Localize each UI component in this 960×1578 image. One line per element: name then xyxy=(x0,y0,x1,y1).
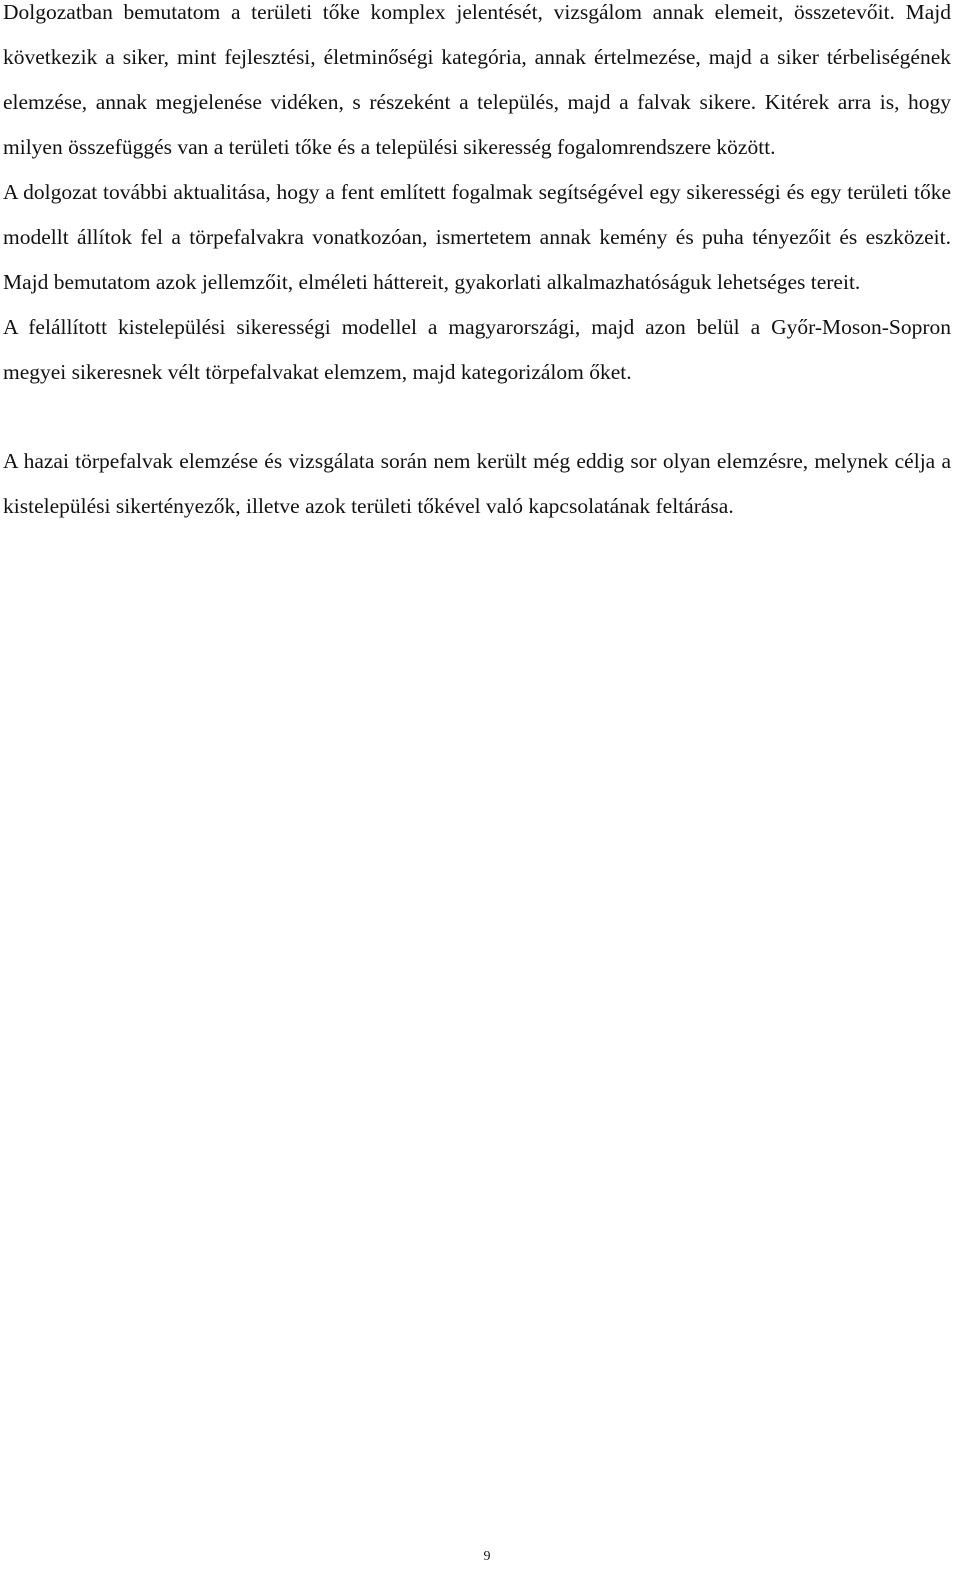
paragraph-intro: Dolgozatban bemutatom a területi tőke komplex jelentését, vizsgálom annak elemeit, összetevőit. Majd következik a siker, mint fejlesztési, életminőségi kategória, annak értelmezése, majd a siker térbeliségének elemzése, annak megjelenése vidéken, s részeként a település, majd a falvak sikere. Kitérek arra is, hogy milyen összefüggés van a területi tőke és a települési sikeresség fogalomrendszere között. xyxy=(3,0,951,159)
paragraph-model: A felállított kistelepülési sikerességi modellel a magyarországi, majd azon belül a Győr-Moson-Sopron megyei sikeresnek vélt törpefalvakat elemzem, majd kategorizálom őket. xyxy=(3,315,951,384)
paragraph-actuality: A dolgozat további aktualitása, hogy a fent említett fogalmak segítségével egy sikerességi és egy területi tőke modellt állítok fel a törpefalvakra vonatkozóan, ismertetem annak kemény és puha tényezőit és eszközeit. Majd bemutatom azok jellemzőit, elméleti háttereit, gyakorlati alkalmazhatóságuk lehetséges tereit. xyxy=(3,180,951,294)
paragraph-research-gap: A hazai törpefalvak elemzése és vizsgálata során nem került még eddig sor olyan elemzésre, melynek célja a kistelepülési sikertényezők, illetve azok területi tőkével való kapcsolatának feltárása. xyxy=(3,449,951,518)
paragraph-gap xyxy=(3,395,951,439)
page-number: 9 xyxy=(483,1549,491,1564)
document-body xyxy=(3,0,951,529)
